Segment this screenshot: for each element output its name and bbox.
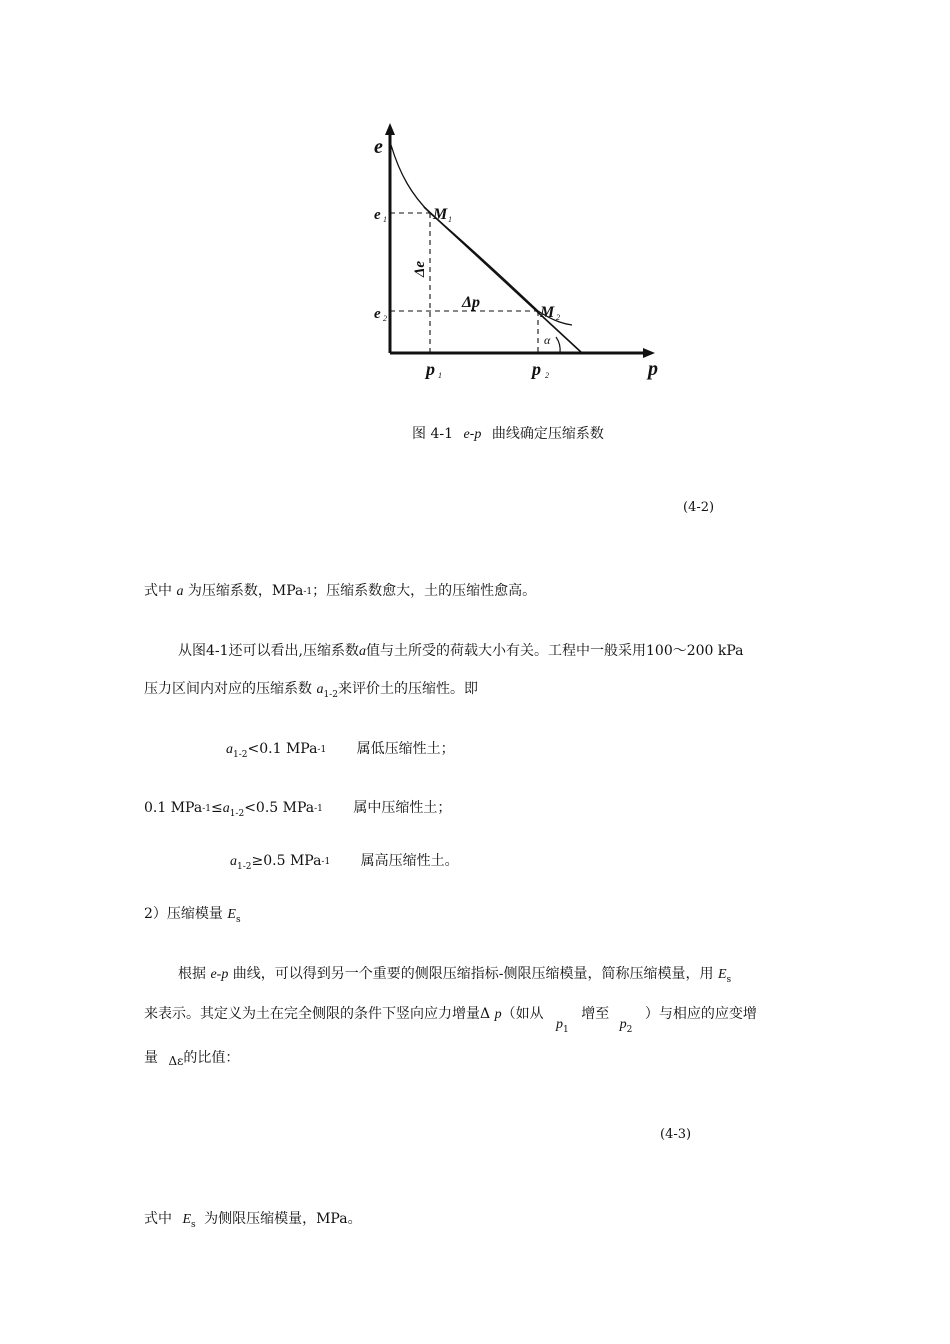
criterion-mid-pre-sup: -1: [202, 804, 211, 814]
para3-line2-p2: p: [619, 1017, 627, 1032]
e1-sub: 1: [383, 215, 387, 224]
caption-prefix: 图 4-1: [412, 426, 453, 442]
para3-line2-d: ）与相应的应变增: [644, 1006, 757, 1022]
alpha-label: α: [544, 333, 551, 347]
equation-number-4-3: (4-3): [660, 1127, 692, 1142]
p2-label: p: [532, 359, 541, 379]
alpha-arc: [556, 337, 560, 353]
caption-var-e: e: [463, 427, 470, 442]
section2-var: E: [227, 907, 236, 922]
paragraph-modulus-line2: [144, 1003, 757, 1035]
para3-line2-delta: Δ: [480, 1006, 491, 1022]
p1-sub: 1: [438, 371, 442, 380]
p1-label: p: [426, 359, 435, 379]
para3-line1-var: e-p: [210, 967, 229, 982]
caption-dash: -: [469, 426, 475, 442]
criterion-mid-op: ≤: [210, 800, 223, 816]
para2-line1-a: 从图4-1还可以看出,压缩系数: [178, 643, 359, 659]
criterion-mid-cond: <0.5 MPa: [244, 800, 315, 816]
section-heading-compression-modulus: [144, 903, 241, 925]
paragraph-modulus-line1: [178, 963, 731, 985]
delta-e-label: Δe: [412, 260, 428, 277]
criterion-high-cond: ≥0.5 MPa: [251, 853, 322, 869]
criterion-high-var: a: [230, 854, 237, 869]
figure-caption: [412, 423, 604, 443]
criterion-low-sub: 1-2: [233, 750, 248, 760]
y-axis-label: e: [374, 136, 383, 158]
section2-title: 2）压缩模量: [144, 906, 223, 922]
criterion-high-sub: 1-2: [237, 862, 252, 872]
para2-line2-a: 压力区间内对应的压缩系数: [144, 681, 312, 697]
para3-line1-var2: E: [717, 967, 727, 982]
para3-line2-c: 增至: [581, 1006, 610, 1022]
para1-text-3: ；压缩系数愈大，土的压缩性愈高。: [312, 583, 537, 599]
criterion-low: [226, 738, 455, 760]
criterion-low-sup: -1: [317, 745, 327, 755]
criterion-mid-sup: -1: [314, 804, 323, 814]
criterion-low-desc: 属低压缩性土；: [356, 741, 455, 757]
para3-line3-a: 量: [144, 1050, 158, 1066]
para2-line2-sub: 1-2: [323, 690, 338, 700]
criterion-high-desc: 属高压缩性土。: [360, 853, 459, 869]
para3-line1-b: 曲线，可以得到另一个重要的侧限压缩指标-侧限压缩模量，简称压缩模量，用: [232, 966, 714, 982]
para2-line2-var: a: [316, 682, 324, 697]
criterion-mid-sub: 1-2: [229, 809, 245, 819]
criterion-mid-var: a: [222, 801, 230, 816]
m1-sub: 1: [448, 215, 452, 224]
p2-sub: 2: [545, 371, 549, 380]
criterion-low-cond: <0.1 MPa: [247, 741, 318, 757]
criterion-high-sup: -1: [321, 857, 331, 867]
equation-number-4-2: (4-2): [683, 500, 715, 515]
para3-line1-sub2: s: [726, 975, 732, 985]
criterion-mid: [144, 797, 451, 819]
para4-text-1: 式中: [144, 1211, 172, 1227]
y-axis-arrow: [385, 123, 395, 135]
x-axis-label: p: [648, 358, 658, 380]
paragraph-compression-coefficient: [144, 580, 536, 600]
paragraph-modulus-definition: [144, 1208, 362, 1230]
para4-text-2: 为侧限压缩模量，MPa。: [204, 1211, 362, 1227]
criterion-high: [230, 850, 459, 872]
para3-line2-p2sub: 2: [626, 1025, 633, 1035]
m2-sub: 2: [556, 313, 560, 322]
caption-var-p: p: [474, 427, 482, 442]
e1-label: e: [374, 207, 381, 223]
paragraph-figure-reference-line1: [178, 640, 744, 660]
paragraph-figure-reference-line2: [144, 678, 478, 700]
criterion-mid-pre: 0.1 MPa: [144, 800, 203, 816]
figure-e-p-curve: [360, 115, 680, 395]
criterion-low-var: a: [226, 742, 233, 757]
para3-line2-p: p: [494, 1007, 502, 1022]
para2-line1-b: 值与土所受的荷载大小有关。工程中一般采用100～200 kPa: [366, 643, 744, 659]
caption-suffix: 曲线确定压缩系数: [491, 426, 604, 442]
criterion-mid-desc: 属中压缩性土；: [353, 800, 452, 816]
para3-line2-a: 来表示。其定义为土在完全侧限的条件下竖向应力增量: [144, 1006, 480, 1022]
para1-text-1: 式中: [144, 583, 172, 599]
para2-line1-var: a: [359, 644, 366, 659]
paragraph-modulus-line3: [144, 1047, 239, 1067]
x-axis-arrow: [643, 348, 655, 358]
para3-line1-a: 根据: [178, 966, 206, 982]
para4-sub: s: [191, 1220, 196, 1230]
para2-line2-b: 来评价土的压缩性。即: [337, 681, 478, 697]
secant-line: [424, 207, 582, 353]
e2-sub: 2: [383, 314, 387, 323]
para3-line3-delta: Δε: [168, 1054, 184, 1068]
section2-sub: s: [235, 915, 241, 925]
para1-sup: -1: [303, 587, 313, 597]
e2-label: e: [374, 306, 381, 322]
para3-line2-p1: p: [556, 1017, 564, 1032]
para1-text-2: 为压缩系数，MPa: [187, 583, 304, 599]
delta-p-label: Δp: [462, 294, 481, 311]
para3-line3-b: 的比值：: [183, 1050, 240, 1066]
m2-label: M: [540, 304, 555, 321]
para3-line2-b: （如从: [501, 1006, 544, 1022]
compression-curve: [391, 145, 572, 325]
para1-var-a: a: [176, 584, 184, 599]
para4-var: E: [182, 1212, 192, 1227]
para3-line2-p1sub: 1: [563, 1025, 569, 1035]
m1-label: M: [433, 206, 448, 223]
